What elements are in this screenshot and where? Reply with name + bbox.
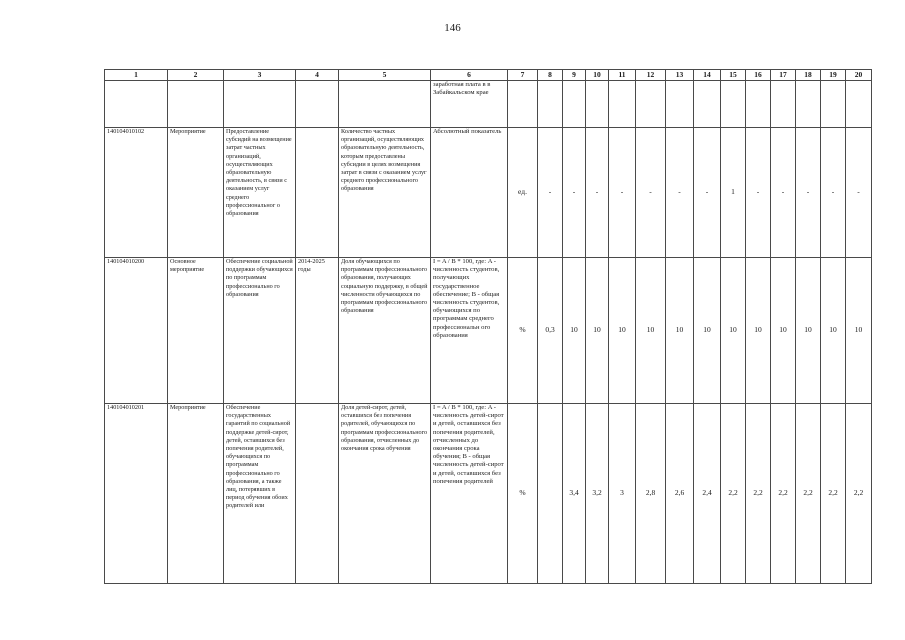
table-row (105, 81, 872, 128)
cell-value (538, 404, 563, 584)
cell-name (224, 81, 296, 128)
cell-value: - (846, 128, 872, 258)
cell-period: 2014-2025 годы (296, 258, 339, 404)
header-cell: 13 (666, 70, 694, 81)
cell-value: - (666, 128, 694, 258)
cell-value (538, 81, 563, 128)
header-cell: 1 (105, 70, 168, 81)
cell-method: заработная плата в в Забайкальском крае (431, 81, 508, 128)
cell-value (609, 81, 636, 128)
cell-value: 10 (821, 258, 846, 404)
cell-type (168, 81, 224, 128)
header-cell: 4 (296, 70, 339, 81)
cell-value: 10 (721, 258, 746, 404)
cell-value: 10 (666, 258, 694, 404)
header-cell: 14 (694, 70, 721, 81)
cell-value: 0,3 (538, 258, 563, 404)
cell-value (666, 81, 694, 128)
cell-code: 140104010102 (105, 128, 168, 258)
cell-value: 2,2 (771, 404, 796, 584)
cell-period (296, 404, 339, 584)
cell-value (846, 81, 872, 128)
cell-value: 10 (746, 258, 771, 404)
table-header-row (105, 70, 872, 81)
cell-value: 2,2 (796, 404, 821, 584)
cell-value: 10 (636, 258, 666, 404)
header-cell: 3 (224, 70, 296, 81)
cell-method: I = A / B * 100, где: A - численность детей-сирот и детей, оставшихся без попечения родителей, отчисленных до окончания срока обучения; B - общая численность детей-сирот и детей, оставшихся без попечения родителей (431, 404, 508, 584)
cell-period (296, 128, 339, 258)
cell-value: 2,2 (721, 404, 746, 584)
header-cell: 9 (563, 70, 586, 81)
cell-type: Основное мероприятие (168, 258, 224, 404)
header-cell: 20 (846, 70, 872, 81)
table-row (105, 258, 872, 404)
cell-indicator (339, 81, 431, 128)
header-cell: 11 (609, 70, 636, 81)
cell-value: 10 (609, 258, 636, 404)
cell-value: - (746, 128, 771, 258)
cell-name: Предоставление субсидий на возмещение затрат частных организаций, осуществляющих образовательную деятельность, в связи с оказанием услуг среднего профессиональног о образования (224, 128, 296, 258)
cell-unit: % (508, 404, 538, 584)
cell-code (105, 81, 168, 128)
cell-value: - (771, 128, 796, 258)
cell-value: - (821, 128, 846, 258)
cell-name: Обеспечение государственных гарантий по социальной поддержке детей-сирот, детей, оставшихся без попечения родителей, обучающихся по программам профессионально го образования, а также лиц, потерявших в период обучения обоих родителей или (224, 404, 296, 584)
cell-method: I = A / B * 100, где: A - численность студентов, получающих государственное обеспечение; B - общая численность студентов, обучающихся по программам среднего профессиональн ого образования (431, 258, 508, 404)
cell-code: 140104010201 (105, 404, 168, 584)
header-cell: 8 (538, 70, 563, 81)
cell-unit: ед. (508, 128, 538, 258)
header-cell: 7 (508, 70, 538, 81)
cell-value (771, 81, 796, 128)
cell-value: 1 (721, 128, 746, 258)
cell-indicator: Доля обучающихся по программам профессионального образования, получающих социальную поддержку, в общей численности обучающихся по программам профессионального образования (339, 258, 431, 404)
cell-value: 3,2 (586, 404, 609, 584)
cell-value: 2,8 (636, 404, 666, 584)
table-row (105, 128, 872, 258)
cell-value: 10 (846, 258, 872, 404)
cell-value: - (636, 128, 666, 258)
cell-value (586, 81, 609, 128)
cell-value: - (563, 128, 586, 258)
cell-value: 2,2 (846, 404, 872, 584)
cell-value (821, 81, 846, 128)
header-cell: 2 (168, 70, 224, 81)
cell-value: 10 (586, 258, 609, 404)
cell-name: Обеспечение социальной поддержки обучающихся по программам профессионально го образования (224, 258, 296, 404)
cell-unit: % (508, 258, 538, 404)
header-cell: 6 (431, 70, 508, 81)
cell-type: Мероприятие (168, 128, 224, 258)
cell-value: 10 (694, 258, 721, 404)
cell-value: 10 (771, 258, 796, 404)
cell-value (694, 81, 721, 128)
cell-value: 3,4 (563, 404, 586, 584)
cell-value: - (609, 128, 636, 258)
cell-value: 2,2 (746, 404, 771, 584)
indicators-table (104, 69, 872, 584)
cell-value (796, 81, 821, 128)
cell-value: 2,2 (821, 404, 846, 584)
cell-code: 140104010200 (105, 258, 168, 404)
cell-value (563, 81, 586, 128)
cell-period (296, 81, 339, 128)
cell-value: 2,4 (694, 404, 721, 584)
header-cell: 12 (636, 70, 666, 81)
cell-value: 10 (563, 258, 586, 404)
header-cell: 18 (796, 70, 821, 81)
header-cell: 5 (339, 70, 431, 81)
cell-value: - (538, 128, 563, 258)
cell-method: Абсолютный показатель (431, 128, 508, 258)
table-row (105, 404, 872, 584)
cell-value (721, 81, 746, 128)
cell-value: 2,6 (666, 404, 694, 584)
cell-value: - (796, 128, 821, 258)
cell-unit (508, 81, 538, 128)
header-cell: 10 (586, 70, 609, 81)
cell-indicator: Доля детей-сирот, детей, оставшихся без попечения родителей, обучающихся по программам профессионального образования, отчисленных до окончания срока обучения (339, 404, 431, 584)
cell-value: 3 (609, 404, 636, 584)
cell-indicator: Количество частных организаций, осуществляющих образовательную деятельность, которым предоставлены субсидии в целях возмещения затрат в связи с оказанием услуг среднего профессионального образования (339, 128, 431, 258)
cell-value: 10 (796, 258, 821, 404)
cell-value: - (586, 128, 609, 258)
header-cell: 16 (746, 70, 771, 81)
header-cell: 17 (771, 70, 796, 81)
header-cell: 15 (721, 70, 746, 81)
cell-value: - (694, 128, 721, 258)
header-cell: 19 (821, 70, 846, 81)
page-number: 146 (444, 22, 461, 34)
cell-type: Мероприятие (168, 404, 224, 584)
cell-value (636, 81, 666, 128)
cell-value (746, 81, 771, 128)
